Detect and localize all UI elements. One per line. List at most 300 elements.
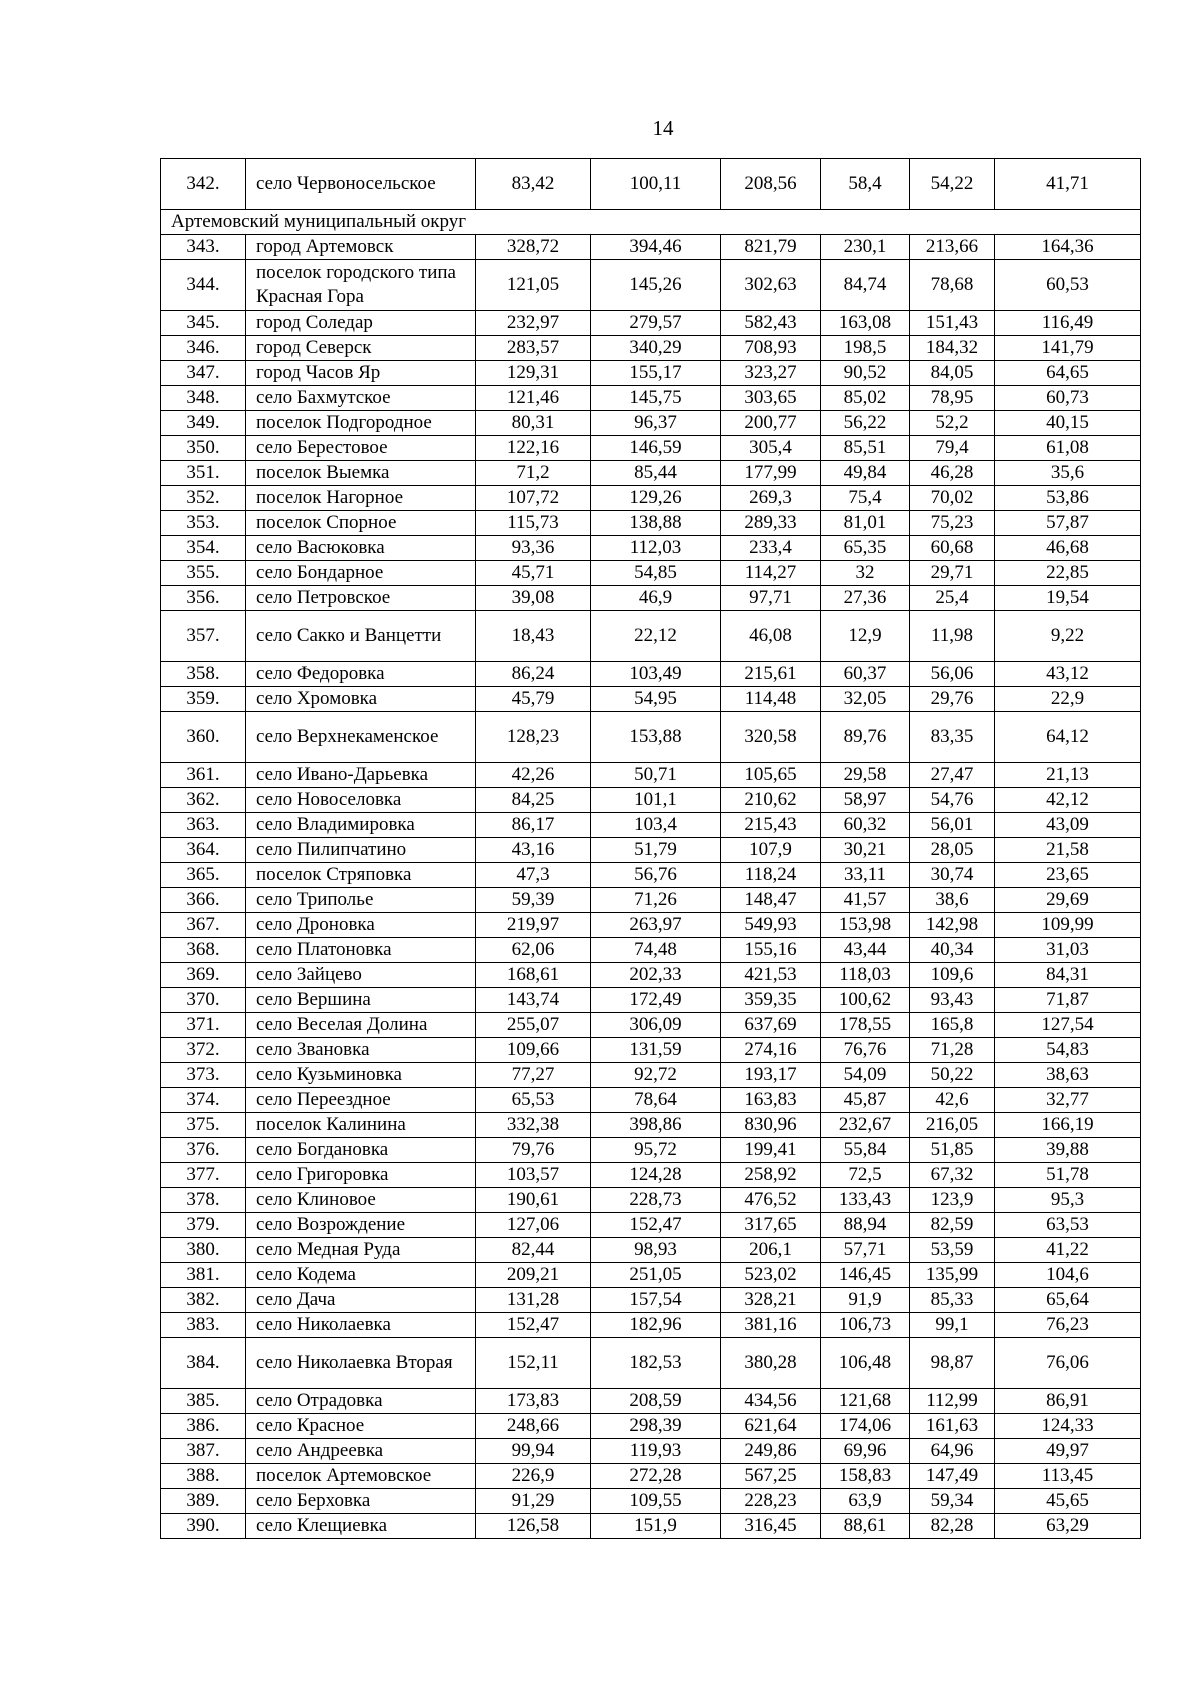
- value-cell-4: 178,55: [821, 1013, 910, 1038]
- row-number-cell: 351.: [161, 461, 246, 486]
- value-cell-6: 32,77: [995, 1088, 1141, 1113]
- row-number-cell: 381.: [161, 1263, 246, 1288]
- value-cell-1: 127,06: [476, 1213, 591, 1238]
- row-number-cell: 345.: [161, 311, 246, 336]
- value-cell-4: 198,5: [821, 336, 910, 361]
- settlement-name-cell: село Андреевка: [246, 1439, 476, 1464]
- value-cell-2: 92,72: [591, 1063, 721, 1088]
- row-number-cell: 376.: [161, 1138, 246, 1163]
- row-number-cell: 375.: [161, 1113, 246, 1138]
- value-cell-5: 216,05: [910, 1113, 995, 1138]
- table-row: [161, 1464, 1141, 1489]
- value-cell-1: 99,94: [476, 1439, 591, 1464]
- value-cell-1: 226,9: [476, 1464, 591, 1489]
- settlement-name-cell: село Звановка: [246, 1038, 476, 1063]
- value-cell-4: 43,44: [821, 938, 910, 963]
- value-cell-5: 46,28: [910, 461, 995, 486]
- table-row: [161, 1439, 1141, 1464]
- row-number-cell: 370.: [161, 988, 246, 1013]
- value-cell-1: 103,57: [476, 1163, 591, 1188]
- row-number-cell: 358.: [161, 662, 246, 687]
- settlement-name-cell: село Николаевка: [246, 1313, 476, 1338]
- table-row: [161, 1138, 1141, 1163]
- table-row: [161, 687, 1141, 712]
- settlement-name-cell: село Сакко и Ванцетти: [246, 611, 476, 662]
- value-cell-3: 523,02: [721, 1263, 821, 1288]
- row-number-cell: 383.: [161, 1313, 246, 1338]
- value-cell-2: 208,59: [591, 1389, 721, 1414]
- value-cell-5: 53,59: [910, 1238, 995, 1263]
- value-cell-5: 29,71: [910, 561, 995, 586]
- value-cell-5: 78,95: [910, 386, 995, 411]
- value-cell-4: 118,03: [821, 963, 910, 988]
- settlement-name-cell: село Зайцево: [246, 963, 476, 988]
- value-cell-6: 164,36: [995, 235, 1141, 260]
- settlement-name-cell: село Богдановка: [246, 1138, 476, 1163]
- value-cell-5: 82,28: [910, 1514, 995, 1539]
- row-number-cell: 380.: [161, 1238, 246, 1263]
- value-cell-6: 84,31: [995, 963, 1141, 988]
- table-row: [161, 536, 1141, 561]
- value-cell-3: 637,69: [721, 1013, 821, 1038]
- row-number-cell: 343.: [161, 235, 246, 260]
- value-cell-4: 153,98: [821, 913, 910, 938]
- settlement-name-cell: село Бондарное: [246, 561, 476, 586]
- value-cell-4: 232,67: [821, 1113, 910, 1138]
- table-row: [161, 712, 1141, 763]
- value-cell-6: 63,29: [995, 1514, 1141, 1539]
- settlement-name-cell: село Васюковка: [246, 536, 476, 561]
- settlement-name-cell: поселок Артемовское: [246, 1464, 476, 1489]
- value-cell-1: 107,72: [476, 486, 591, 511]
- value-cell-1: 42,26: [476, 763, 591, 788]
- value-cell-3: 476,52: [721, 1188, 821, 1213]
- value-cell-4: 106,48: [821, 1338, 910, 1389]
- table-row: [161, 963, 1141, 988]
- row-number-cell: 362.: [161, 788, 246, 813]
- value-cell-2: 46,9: [591, 586, 721, 611]
- table-row: [161, 813, 1141, 838]
- value-cell-2: 50,71: [591, 763, 721, 788]
- value-cell-6: 60,53: [995, 260, 1141, 311]
- settlement-name-cell: село Вершина: [246, 988, 476, 1013]
- value-cell-1: 283,57: [476, 336, 591, 361]
- value-cell-1: 232,97: [476, 311, 591, 336]
- value-cell-6: 71,87: [995, 988, 1141, 1013]
- value-cell-4: 163,08: [821, 311, 910, 336]
- settlement-name-cell: поселок городского типа Красная Гора: [246, 260, 476, 311]
- table-row: [161, 1514, 1141, 1539]
- row-number-cell: 366.: [161, 888, 246, 913]
- value-cell-6: 45,65: [995, 1489, 1141, 1514]
- value-cell-1: 115,73: [476, 511, 591, 536]
- value-cell-6: 54,83: [995, 1038, 1141, 1063]
- value-cell-6: 60,73: [995, 386, 1141, 411]
- settlement-name-cell: поселок Стряповка: [246, 863, 476, 888]
- value-cell-5: 151,43: [910, 311, 995, 336]
- value-cell-2: 54,95: [591, 687, 721, 712]
- value-cell-3: 302,63: [721, 260, 821, 311]
- settlement-name-cell: поселок Выемка: [246, 461, 476, 486]
- settlement-name-cell: село Новоселовка: [246, 788, 476, 813]
- value-cell-3: 193,17: [721, 1063, 821, 1088]
- settlement-name-cell: село Петровское: [246, 586, 476, 611]
- row-number-cell: 374.: [161, 1088, 246, 1113]
- value-cell-5: 71,28: [910, 1038, 995, 1063]
- table-row: [161, 311, 1141, 336]
- value-cell-2: 172,49: [591, 988, 721, 1013]
- table-row: [161, 561, 1141, 586]
- value-cell-3: 215,43: [721, 813, 821, 838]
- value-cell-2: 103,4: [591, 813, 721, 838]
- value-cell-2: 202,33: [591, 963, 721, 988]
- row-number-cell: 354.: [161, 536, 246, 561]
- value-cell-3: 107,9: [721, 838, 821, 863]
- row-number-cell: 373.: [161, 1063, 246, 1088]
- row-number-cell: 349.: [161, 411, 246, 436]
- value-cell-2: 22,12: [591, 611, 721, 662]
- table-row: [161, 260, 1141, 311]
- value-cell-6: 113,45: [995, 1464, 1141, 1489]
- value-cell-1: 152,11: [476, 1338, 591, 1389]
- value-cell-5: 54,22: [910, 159, 995, 210]
- row-number-cell: 352.: [161, 486, 246, 511]
- settlement-name-cell: село Червоносельское: [246, 159, 476, 210]
- table-row: [161, 888, 1141, 913]
- value-cell-6: 40,15: [995, 411, 1141, 436]
- row-number-cell: 371.: [161, 1013, 246, 1038]
- table-row: [161, 863, 1141, 888]
- value-cell-4: 65,35: [821, 536, 910, 561]
- value-cell-4: 90,52: [821, 361, 910, 386]
- value-cell-5: 40,34: [910, 938, 995, 963]
- table-row: [161, 1263, 1141, 1288]
- row-number-cell: 357.: [161, 611, 246, 662]
- value-cell-1: 65,53: [476, 1088, 591, 1113]
- value-cell-4: 49,84: [821, 461, 910, 486]
- value-cell-3: 155,16: [721, 938, 821, 963]
- settlements-table: [160, 158, 1141, 1539]
- value-cell-4: 29,58: [821, 763, 910, 788]
- table-row: [161, 1088, 1141, 1113]
- value-cell-6: 31,03: [995, 938, 1141, 963]
- value-cell-1: 39,08: [476, 586, 591, 611]
- value-cell-1: 86,24: [476, 662, 591, 687]
- value-cell-4: 84,74: [821, 260, 910, 311]
- value-cell-5: 54,76: [910, 788, 995, 813]
- value-cell-4: 75,4: [821, 486, 910, 511]
- value-cell-3: 380,28: [721, 1338, 821, 1389]
- value-cell-2: 340,29: [591, 336, 721, 361]
- settlement-name-cell: село Верхнекаменское: [246, 712, 476, 763]
- table-row: [161, 386, 1141, 411]
- value-cell-2: 146,59: [591, 436, 721, 461]
- value-cell-6: 43,09: [995, 813, 1141, 838]
- table-row: [161, 1389, 1141, 1414]
- value-cell-5: 75,23: [910, 511, 995, 536]
- settlement-name-cell: село Пилипчатино: [246, 838, 476, 863]
- value-cell-1: 328,72: [476, 235, 591, 260]
- value-cell-3: 821,79: [721, 235, 821, 260]
- value-cell-1: 43,16: [476, 838, 591, 863]
- row-number-cell: 368.: [161, 938, 246, 963]
- value-cell-6: 166,19: [995, 1113, 1141, 1138]
- value-cell-1: 248,66: [476, 1414, 591, 1439]
- value-cell-3: 323,27: [721, 361, 821, 386]
- row-number-cell: 378.: [161, 1188, 246, 1213]
- value-cell-1: 332,38: [476, 1113, 591, 1138]
- table-row: [161, 235, 1141, 260]
- value-cell-3: 249,86: [721, 1439, 821, 1464]
- table-row: [161, 913, 1141, 938]
- value-cell-1: 84,25: [476, 788, 591, 813]
- value-cell-3: 317,65: [721, 1213, 821, 1238]
- value-cell-5: 25,4: [910, 586, 995, 611]
- value-cell-3: 621,64: [721, 1414, 821, 1439]
- value-cell-2: 124,28: [591, 1163, 721, 1188]
- value-cell-5: 50,22: [910, 1063, 995, 1088]
- value-cell-4: 88,61: [821, 1514, 910, 1539]
- value-cell-5: 56,06: [910, 662, 995, 687]
- value-cell-2: 151,9: [591, 1514, 721, 1539]
- value-cell-5: 99,1: [910, 1313, 995, 1338]
- value-cell-1: 18,43: [476, 611, 591, 662]
- settlement-name-cell: село Переездное: [246, 1088, 476, 1113]
- value-cell-3: 46,08: [721, 611, 821, 662]
- value-cell-5: 11,98: [910, 611, 995, 662]
- value-cell-6: 104,6: [995, 1263, 1141, 1288]
- value-cell-1: 93,36: [476, 536, 591, 561]
- page-number: 14: [652, 116, 674, 140]
- value-cell-5: 78,68: [910, 260, 995, 311]
- value-cell-6: 29,69: [995, 888, 1141, 913]
- table-row: [161, 1489, 1141, 1514]
- value-cell-2: 109,55: [591, 1489, 721, 1514]
- table-row: [161, 1038, 1141, 1063]
- row-number-cell: 365.: [161, 863, 246, 888]
- value-cell-5: 83,35: [910, 712, 995, 763]
- value-cell-6: 86,91: [995, 1389, 1141, 1414]
- value-cell-1: 47,3: [476, 863, 591, 888]
- value-cell-3: 97,71: [721, 586, 821, 611]
- value-cell-3: 206,1: [721, 1238, 821, 1263]
- value-cell-5: 85,33: [910, 1288, 995, 1313]
- value-cell-6: 22,9: [995, 687, 1141, 712]
- value-cell-5: 84,05: [910, 361, 995, 386]
- value-cell-2: 272,28: [591, 1464, 721, 1489]
- value-cell-6: 127,54: [995, 1013, 1141, 1038]
- settlement-name-cell: поселок Спорное: [246, 511, 476, 536]
- value-cell-6: 65,64: [995, 1288, 1141, 1313]
- row-number-cell: 342.: [161, 159, 246, 210]
- table-row: [161, 511, 1141, 536]
- settlement-name-cell: село Григоровка: [246, 1163, 476, 1188]
- settlement-name-cell: село Дроновка: [246, 913, 476, 938]
- value-cell-6: 95,3: [995, 1188, 1141, 1213]
- row-number-cell: 382.: [161, 1288, 246, 1313]
- value-cell-1: 190,61: [476, 1188, 591, 1213]
- value-cell-5: 52,2: [910, 411, 995, 436]
- settlement-name-cell: село Кодема: [246, 1263, 476, 1288]
- value-cell-6: 53,86: [995, 486, 1141, 511]
- value-cell-2: 263,97: [591, 913, 721, 938]
- value-cell-5: 184,32: [910, 336, 995, 361]
- value-cell-1: 173,83: [476, 1389, 591, 1414]
- settlement-name-cell: село Берестовое: [246, 436, 476, 461]
- value-cell-6: 41,71: [995, 159, 1141, 210]
- value-cell-1: 82,44: [476, 1238, 591, 1263]
- value-cell-2: 51,79: [591, 838, 721, 863]
- value-cell-5: 98,87: [910, 1338, 995, 1389]
- value-cell-3: 303,65: [721, 386, 821, 411]
- value-cell-2: 153,88: [591, 712, 721, 763]
- table-row: [161, 1238, 1141, 1263]
- value-cell-2: 78,64: [591, 1088, 721, 1113]
- value-cell-6: 76,06: [995, 1338, 1141, 1389]
- table-row: [161, 1313, 1141, 1338]
- value-cell-3: 421,53: [721, 963, 821, 988]
- value-cell-4: 76,76: [821, 1038, 910, 1063]
- table-row: [161, 838, 1141, 863]
- value-cell-2: 98,93: [591, 1238, 721, 1263]
- table-row: [161, 662, 1141, 687]
- value-cell-5: 56,01: [910, 813, 995, 838]
- settlement-name-cell: село Ивано-Дарьевка: [246, 763, 476, 788]
- value-cell-6: 51,78: [995, 1163, 1141, 1188]
- value-cell-3: 199,41: [721, 1138, 821, 1163]
- value-cell-6: 42,12: [995, 788, 1141, 813]
- row-number-cell: 369.: [161, 963, 246, 988]
- value-cell-1: 109,66: [476, 1038, 591, 1063]
- value-cell-1: 91,29: [476, 1489, 591, 1514]
- value-cell-6: 46,68: [995, 536, 1141, 561]
- value-cell-1: 129,31: [476, 361, 591, 386]
- table-row: [161, 586, 1141, 611]
- settlement-name-cell: город Часов Яр: [246, 361, 476, 386]
- settlement-name-cell: поселок Нагорное: [246, 486, 476, 511]
- value-cell-4: 146,45: [821, 1263, 910, 1288]
- value-cell-1: 126,58: [476, 1514, 591, 1539]
- row-number-cell: 388.: [161, 1464, 246, 1489]
- value-cell-3: 269,3: [721, 486, 821, 511]
- value-cell-4: 55,84: [821, 1138, 910, 1163]
- value-cell-1: 219,97: [476, 913, 591, 938]
- value-cell-6: 141,79: [995, 336, 1141, 361]
- value-cell-6: 21,58: [995, 838, 1141, 863]
- value-cell-6: 57,87: [995, 511, 1141, 536]
- value-cell-5: 82,59: [910, 1213, 995, 1238]
- value-cell-3: 316,45: [721, 1514, 821, 1539]
- value-cell-3: 210,62: [721, 788, 821, 813]
- value-cell-1: 86,17: [476, 813, 591, 838]
- value-cell-6: 21,13: [995, 763, 1141, 788]
- row-number-cell: 361.: [161, 763, 246, 788]
- value-cell-4: 45,87: [821, 1088, 910, 1113]
- value-cell-3: 359,35: [721, 988, 821, 1013]
- value-cell-4: 85,51: [821, 436, 910, 461]
- value-cell-3: 105,65: [721, 763, 821, 788]
- table-row: [161, 763, 1141, 788]
- settlement-name-cell: село Николаевка Вторая: [246, 1338, 476, 1389]
- value-cell-4: 60,32: [821, 813, 910, 838]
- row-number-cell: 379.: [161, 1213, 246, 1238]
- value-cell-4: 121,68: [821, 1389, 910, 1414]
- table-row: [161, 1188, 1141, 1213]
- row-number-cell: 363.: [161, 813, 246, 838]
- value-cell-3: 830,96: [721, 1113, 821, 1138]
- value-cell-1: 79,76: [476, 1138, 591, 1163]
- value-cell-2: 119,93: [591, 1439, 721, 1464]
- settlement-name-cell: село Клещиевка: [246, 1514, 476, 1539]
- value-cell-6: 39,88: [995, 1138, 1141, 1163]
- value-cell-3: 233,4: [721, 536, 821, 561]
- row-number-cell: 353.: [161, 511, 246, 536]
- value-cell-4: 58,4: [821, 159, 910, 210]
- settlement-name-cell: город Артемовск: [246, 235, 476, 260]
- row-number-cell: 348.: [161, 386, 246, 411]
- value-cell-3: 208,56: [721, 159, 821, 210]
- value-cell-5: 165,8: [910, 1013, 995, 1038]
- value-cell-6: 49,97: [995, 1439, 1141, 1464]
- table-row: [161, 1338, 1141, 1389]
- value-cell-1: 80,31: [476, 411, 591, 436]
- value-cell-6: 76,23: [995, 1313, 1141, 1338]
- value-cell-3: 582,43: [721, 311, 821, 336]
- table-row: [161, 1288, 1141, 1313]
- value-cell-4: 91,9: [821, 1288, 910, 1313]
- settlement-name-cell: село Платоновка: [246, 938, 476, 963]
- value-cell-4: 60,37: [821, 662, 910, 687]
- value-cell-5: 142,98: [910, 913, 995, 938]
- value-cell-1: 209,21: [476, 1263, 591, 1288]
- value-cell-5: 213,66: [910, 235, 995, 260]
- row-number-cell: 347.: [161, 361, 246, 386]
- settlement-name-cell: поселок Подгородное: [246, 411, 476, 436]
- value-cell-3: 177,99: [721, 461, 821, 486]
- table-row: [161, 1063, 1141, 1088]
- value-cell-4: 81,01: [821, 511, 910, 536]
- table-row: [161, 1213, 1141, 1238]
- settlement-name-cell: село Кузьминовка: [246, 1063, 476, 1088]
- value-cell-3: 549,93: [721, 913, 821, 938]
- value-cell-5: 64,96: [910, 1439, 995, 1464]
- value-cell-5: 38,6: [910, 888, 995, 913]
- value-cell-4: 54,09: [821, 1063, 910, 1088]
- value-cell-2: 100,11: [591, 159, 721, 210]
- value-cell-6: 9,22: [995, 611, 1141, 662]
- value-cell-4: 63,9: [821, 1489, 910, 1514]
- row-number-cell: 389.: [161, 1489, 246, 1514]
- value-cell-6: 43,12: [995, 662, 1141, 687]
- value-cell-5: 51,85: [910, 1138, 995, 1163]
- value-cell-3: 114,27: [721, 561, 821, 586]
- value-cell-6: 64,65: [995, 361, 1141, 386]
- value-cell-2: 152,47: [591, 1213, 721, 1238]
- table-row: [161, 361, 1141, 386]
- value-cell-4: 100,62: [821, 988, 910, 1013]
- value-cell-6: 64,12: [995, 712, 1141, 763]
- table-body: [161, 159, 1141, 1539]
- value-cell-3: 328,21: [721, 1288, 821, 1313]
- value-cell-2: 228,73: [591, 1188, 721, 1213]
- value-cell-4: 58,97: [821, 788, 910, 813]
- value-cell-1: 45,79: [476, 687, 591, 712]
- row-number-cell: 386.: [161, 1414, 246, 1439]
- value-cell-5: 67,32: [910, 1163, 995, 1188]
- value-cell-4: 106,73: [821, 1313, 910, 1338]
- value-cell-2: 251,05: [591, 1263, 721, 1288]
- section-row: [161, 210, 1141, 235]
